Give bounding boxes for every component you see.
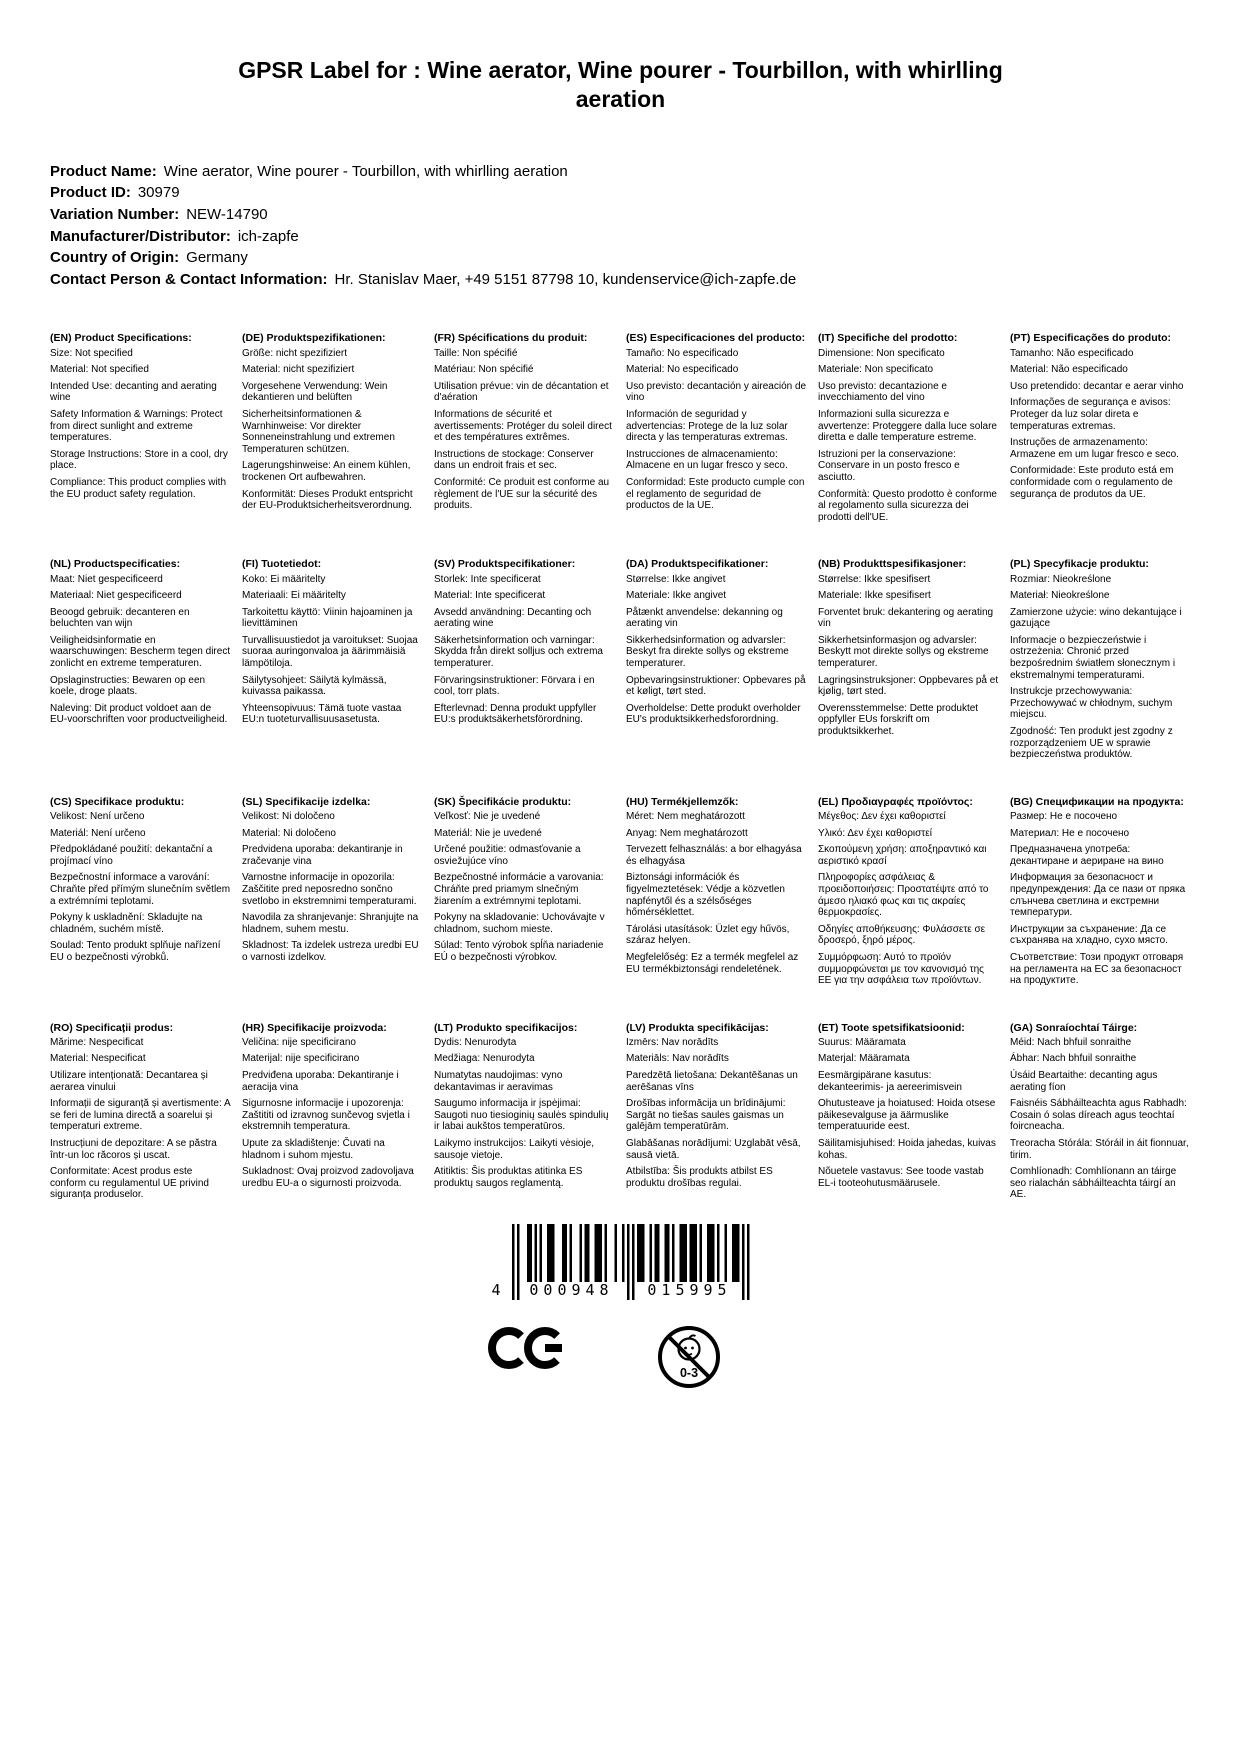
language-grid: [50, 332, 1191, 1206]
product-info-label: Product ID:: [50, 184, 131, 202]
spec-safety-line: Informații de siguranță și avertismente: A se feri de lumina directă a soarelui și temperaturi extreme.: [50, 1098, 231, 1133]
language-block: [818, 332, 999, 528]
spec-safety-line: Säkerhetsinformation och varningar: Skydda från direkt solljus och extrema temperaturer.: [434, 634, 603, 670]
spec-intended-use-line: Úsáid Beartaithe: decanting agus aerating fíon: [1010, 1070, 1158, 1093]
language-block: [434, 1022, 615, 1206]
language-block: [242, 558, 423, 765]
language-block-heading: (DE) Produktspezifikationen:: [242, 332, 386, 345]
spec-safety-line: Informations de sécurité et avertissements: Protéger du soleil direct et des températures extrêmes.: [434, 408, 612, 444]
spec-storage-line: Instrucciones de almacenamiento: Almacene en un lugar fresco y seco.: [626, 448, 788, 472]
spec-storage-line: Lagringsinstruksjoner: Oppbevares på et kjølig, tørt sted.: [818, 674, 999, 698]
barcode-lead-digit: 4: [491, 1281, 501, 1299]
product-info-line: [50, 204, 1191, 226]
product-info-line: [50, 269, 1191, 291]
spec-intended-use-line: Предназначена употреба: декантиране и аериране на вино: [1010, 844, 1164, 867]
spec-safety-line: Varnostne informacije in opozorila: Zaščitite pred neposredno sončno svetlobo in ekstremnimi temperaturami.: [242, 872, 417, 907]
spec-size-line: Størrelse: Ikke spesifisert: [818, 573, 931, 585]
spec-size-line: Koko: Ei määritelty: [242, 573, 326, 585]
spec-size-line: Velikost: Není určeno: [50, 810, 145, 822]
spec-storage-line: Opbevaringsinstruktioner: Opbevares på et køligt, tørt sted.: [626, 674, 806, 698]
language-block: [242, 796, 423, 992]
spec-size-line: Size: Not specified: [50, 347, 133, 359]
spec-compliance-line: Conformidad: Este producto cumple con el reglamento de seguridad de productos de la UE.: [626, 476, 805, 512]
spec-safety-line: Safety Information & Warnings: Protect from direct sunlight and extreme temperatures.: [50, 408, 223, 444]
spec-intended-use-line: Tervezett felhasználás: a bor elhagyása és elhagyása: [626, 844, 802, 867]
spec-storage-line: Opslaginstructies: Bewaren op een koele, droge plaats.: [50, 674, 206, 698]
language-block-heading: (IT) Specifiche del prodotto:: [818, 332, 958, 345]
spec-intended-use-line: Uso previsto: decantación y aireación de vino: [626, 380, 807, 404]
language-block-heading: (NB) Produkttspesifikasjoner:: [818, 558, 967, 571]
spec-safety-line: Ohutusteave ja hoiatused: Hoida otsese päikesevalguse ja äärmuslike temperatuuride eest.: [818, 1098, 996, 1133]
spec-material-line: Materiale: Ikke angivet: [626, 590, 727, 602]
language-block-heading: (GA) Sonraíochtaí Táirge:: [1010, 1021, 1138, 1034]
spec-storage-line: Instruções de armazenamento: Armazene em um lugar fresco e seco.: [1010, 437, 1179, 460]
spec-material-line: Material: No especificado: [626, 364, 739, 376]
spec-material-line: Materiał: Nieokreślone: [1010, 590, 1110, 602]
spec-safety-line: Информация за безопасност и предупреждения: Да се пази от пряка слънчева светлина и екстремни температури.: [1010, 872, 1186, 919]
spec-material-line: Material: Ni določeno: [242, 827, 336, 839]
spec-safety-line: Saugumo informacija ir įspėjimai: Saugoti nuo tiesioginių saulės spindulių ir labai aukštos temperatūros.: [434, 1098, 609, 1133]
spec-safety-line: Faisnéis Sábháilteachta agus Rabhadh: Cosain ó solas díreach agus teochtaí foircneacha.: [1010, 1098, 1187, 1133]
ce-mark-icon: [488, 1324, 564, 1372]
spec-storage-line: Laikymo instrukcijos: Laikyti vėsioje, sausoje vietoje.: [434, 1138, 595, 1161]
spec-storage-line: Инструкции за съхранение: Да се съхранява на хладно, сухо място.: [1010, 923, 1168, 947]
language-block-heading: (PL) Specyfikacje produktu:: [1010, 558, 1149, 571]
language-block-heading: (HU) Termékjellemzők:: [626, 795, 739, 808]
language-block: [626, 332, 807, 528]
spec-compliance-line: Conformitate: Acest produs este conform cu regulamentul UE privind siguranța produselor.: [50, 1166, 209, 1201]
spec-intended-use-line: Eesmärgipärane kasutus: dekanteerimis- ja aereerimisvein: [818, 1070, 962, 1093]
spec-material-line: Υλικό: Δεν έχει καθοριστεί: [818, 827, 932, 839]
spec-storage-line: Säilytysohjeet: Säilytä kylmässä, kuivassa paikassa.: [242, 674, 387, 698]
spec-size-line: Taille: Non spécifié: [434, 347, 518, 359]
spec-material-line: Materjal: Määramata: [818, 1053, 910, 1065]
spec-intended-use-line: Zamierzone użycie: wino dekantujące i gazujące: [1010, 606, 1182, 630]
spec-material-line: Ábhar: Nach bhfuil sonraithe: [1010, 1053, 1137, 1065]
spec-compliance-line: Efterlevnad: Denna produkt uppfyller EU:s produktsäkerhetsförordning.: [434, 702, 597, 726]
barcode-left-digits: 000948: [529, 1281, 614, 1299]
product-info-line: [50, 182, 1191, 204]
spec-size-line: Velikost: Ni določeno: [242, 810, 335, 822]
language-block: [1010, 796, 1191, 992]
language-block-heading: (PT) Especificações do produto:: [1010, 332, 1172, 345]
spec-intended-use-line: Uso previsto: decantazione e invecchiamento del vino: [818, 380, 947, 404]
spec-intended-use-line: Paredzētā lietošana: Dekantēšanas un aerēšanas vīns: [626, 1070, 798, 1093]
spec-storage-line: Pokyny k uskladnění: Skladujte na chladném, suchém místě.: [50, 912, 203, 935]
language-block: [626, 796, 807, 992]
spec-size-line: Størrelse: Ikke angivet: [626, 573, 726, 585]
spec-intended-use-line: Utilizare intenționată: Decantarea și aerarea vinului: [50, 1070, 208, 1093]
spec-compliance-line: Conformité: Ce produit est conforme au règlement de l'UE sur la sécurité des produits.: [434, 476, 610, 512]
language-block-heading: (CS) Specifikace produktu:: [50, 795, 185, 808]
spec-intended-use-line: Predviđena uporaba: Dekantiranje i aeracija vina: [242, 1070, 399, 1093]
spec-compliance-line: Overensstemmelse: Dette produktet oppfyller EUs forskrift om produktsikkerhet.: [818, 702, 979, 738]
product-info-label: Country of Origin:: [50, 249, 180, 267]
age-warning-0-3-icon: [656, 1324, 722, 1390]
spec-intended-use-line: Uso pretendido: decantar e aerar vinho: [1010, 380, 1184, 392]
language-block: [242, 332, 423, 528]
language-block: [626, 558, 807, 765]
spec-size-line: Tamaño: No especificado: [626, 347, 739, 359]
spec-material-line: Materiale: Non specificato: [818, 364, 934, 376]
spec-intended-use-line: Avsedd användning: Decanting och aerating wine: [434, 606, 592, 630]
language-block-heading: (DA) Produktspecifikationer:: [626, 558, 769, 571]
spec-compliance-line: Sukladnost: Ovaj proizvod zadovoljava uredbu EU-a o sigurnosti proizvoda.: [242, 1166, 414, 1189]
spec-compliance-line: Atbilstība: Šis produkts atbilst ES produktu drošības regulai.: [626, 1166, 773, 1189]
spec-material-line: Материал: Не е посочено: [1010, 827, 1130, 839]
spec-intended-use-line: Beoogd gebruik: decanteren en beluchten van wijn: [50, 606, 190, 630]
spec-compliance-line: Yhteensopivuus: Tämä tuote vastaa EU:n tuoteturvallisuusasetusta.: [242, 702, 402, 726]
spec-compliance-line: Συμμόρφωση: Αυτό το προϊόν συμμορφώνεται με τον κανονισμό της ΕΕ για την ασφάλεια των προϊόντων.: [818, 951, 984, 987]
spec-size-line: Rozmiar: Nieokreślone: [1010, 573, 1112, 585]
spec-size-line: Μέγεθος: Δεν έχει καθοριστεί: [818, 810, 946, 822]
spec-material-line: Anyag: Nem meghatározott: [626, 827, 748, 839]
spec-size-line: Maat: Niet gespecificeerd: [50, 573, 163, 585]
spec-safety-line: Sicherheitsinformationen & Warnhinweise: Vor direkter Sonneneinstrahlung und extremen Temperaturen schützen.: [242, 408, 395, 455]
spec-storage-line: Istruzioni per la conservazione: Conservare in un posto fresco e asciutto.: [818, 448, 960, 483]
spec-intended-use-line: Påtænkt anvendelse: dekanning og aerating vin: [626, 606, 783, 630]
product-info-value: Hr. Stanislav Maer, +49 5151 87798 10, kundenservice@ich-zapfe.de: [334, 270, 797, 288]
product-info-value: Wine aerator, Wine pourer - Tourbillon, with whirlling aeration: [163, 162, 568, 180]
spec-intended-use-line: Vorgesehene Verwendung: Wein dekantieren und belüften: [242, 380, 388, 404]
spec-size-line: Storlek: Inte specificerat: [434, 573, 541, 585]
language-block-heading: (NL) Productspecificaties:: [50, 558, 181, 571]
spec-safety-line: Informazioni sulla sicurezza e avvertenze: Proteggere dalla luce solare diretta e dalle temperature estreme.: [818, 408, 997, 444]
spec-compliance-line: Soulad: Tento produkt splňuje nařízení EU o bezpečnosti výrobků.: [50, 940, 221, 963]
product-info-value: Germany: [186, 249, 248, 267]
spec-storage-line: Upute za skladištenje: Čuvati na hladnom i suhom mjestu.: [242, 1138, 385, 1161]
spec-storage-line: Förvaringsinstruktioner: Förvara i en cool, torr plats.: [434, 674, 595, 698]
spec-storage-line: Storage Instructions: Store in a cool, dry place.: [50, 448, 228, 472]
spec-compliance-line: Naleving: Dit product voldoet aan de EU-voorschriften voor productveiligheid.: [50, 702, 228, 726]
spec-safety-line: Veiligheidsinformatie en waarschuwingen: Bescherm tegen direct zonlicht en extreme temperaturen.: [50, 634, 231, 670]
spec-compliance-line: Overholdelse: Dette produkt overholder EU's produktsikkerhedsforordning.: [626, 702, 801, 726]
spec-compliance-line: Conformidade: Este produto está em conformidade com o regulamento de segurança de produtos da UE.: [1010, 465, 1174, 500]
spec-material-line: Material: Not specified: [50, 364, 149, 376]
spec-storage-line: Instrukcje przechowywania: Przechowywać w chłodnym, suchym miejscu.: [1010, 686, 1173, 721]
product-info-line: [50, 226, 1191, 248]
spec-safety-line: Sikkerhetsinformasjon og advarsler: Beskytt mot direkte sollys og ekstreme temperaturer.: [818, 634, 989, 670]
spec-intended-use-line: Tarkoitettu käyttö: Viinin hajoaminen ja lievittäminen: [242, 606, 413, 630]
spec-safety-line: Drošības informācija un brīdinājumi: Sargāt no tiešas saules gaismas un galējām temperatūrām.: [626, 1098, 786, 1133]
language-block-heading: (SL) Specifikacije izdelka:: [242, 795, 371, 808]
product-info-value: ich-zapfe: [237, 227, 299, 245]
product-info-value: 30979: [137, 184, 180, 202]
spec-compliance-line: Atitiktis: Šis produktas atitinka ES produktų saugos reglamentą.: [434, 1166, 583, 1189]
spec-intended-use-line: Intended Use: decanting and aerating wine: [50, 380, 217, 404]
spec-size-line: Mărime: Nespecificat: [50, 1036, 144, 1048]
spec-intended-use-line: Forventet bruk: dekantering og aerating vin: [818, 606, 994, 630]
spec-compliance-line: Konformität: Dieses Produkt entspricht der EU-Produktsicherheitsverordnung.: [242, 488, 413, 512]
spec-safety-line: Información de seguridad y advertencias: Protege de la luz solar directa y las temperaturas extremas.: [626, 408, 788, 444]
spec-size-line: Tamanho: Não especificado: [1010, 347, 1134, 359]
spec-intended-use-line: Určené použitie: odmasťovanie a osviežujúce víno: [434, 844, 581, 867]
language-block: [50, 558, 231, 765]
spec-size-line: Méret: Nem meghatározott: [626, 810, 745, 822]
spec-material-line: Materiale: Ikke spesifisert: [818, 590, 931, 602]
spec-material-line: Matériau: Non spécifié: [434, 364, 534, 376]
age-warning-text: 0-3: [679, 1366, 698, 1380]
spec-size-line: Izmērs: Nav norādīts: [626, 1036, 719, 1048]
language-block-heading: (LV) Produkta specifikācijas:: [626, 1021, 769, 1034]
product-info-label: Contact Person & Contact Information:: [50, 270, 328, 288]
spec-intended-use-line: Předpokládané použití: dekantační a projímací víno: [50, 844, 213, 867]
spec-safety-line: Informações de segurança e avisos: Proteger da luz solar direta e temperaturas extremas.: [1010, 397, 1171, 432]
spec-safety-line: Bezpečnostní informace a varování: Chraňte před přímým slunečním světlem a extrémními teplotami.: [50, 872, 231, 907]
language-block-heading: (BG) Спецификации на продукта:: [1010, 795, 1184, 808]
language-block: [626, 1022, 807, 1206]
product-info-line: [50, 247, 1191, 269]
language-block: [1010, 332, 1191, 528]
spec-compliance-line: Skladnost: Ta izdelek ustreza uredbi EU o varnosti izdelkov.: [242, 940, 419, 963]
spec-material-line: Material: Inte specificerat: [434, 590, 546, 602]
spec-storage-line: Treoracha Stórála: Stóráil in áit fionnuar, tirim.: [1010, 1138, 1189, 1161]
spec-material-line: Materiál: Není určeno: [50, 827, 146, 839]
spec-size-line: Veľkosť: Nie je uvedené: [434, 810, 541, 822]
spec-storage-line: Pokyny na skladovanie: Uchovávajte v chladnom, suchom mieste.: [434, 912, 605, 935]
spec-storage-line: Instrucțiuni de depozitare: A se păstra într-un loc răcoros și uscat.: [50, 1138, 217, 1161]
language-block-heading: (ES) Especificaciones del producto:: [626, 332, 806, 345]
spec-compliance-line: Conformità: Questo prodotto è conforme al regolamento sulla sicurezza dei prodotti dell'UE.: [818, 488, 997, 523]
spec-material-line: Materiaali: Ei määritelty: [242, 590, 346, 602]
page-title: GPSR Label for : Wine aerator, Wine pourer - Tourbillon, with whirlling aeration: [238, 57, 1003, 113]
spec-compliance-line: Comhlíonadh: Comhlíonann an táirge seo rialachán sábháilteachta táirgí an AE.: [1010, 1166, 1177, 1201]
language-block-heading: (SK) Špecifikácie produktu:: [434, 795, 572, 808]
spec-safety-line: Πληροφορίες ασφάλειας & προειδοποιήσεις: Προστατέψτε από το άμεσο ηλιακό φως και τις ακραίες θερμοκρασίες.: [818, 872, 989, 919]
language-block: [50, 1022, 231, 1206]
spec-size-line: Dydis: Nenurodyta: [434, 1036, 517, 1048]
spec-material-line: Materijal: nije specificirano: [242, 1053, 360, 1065]
language-block: [1010, 1022, 1191, 1206]
spec-compliance-line: Съответствие: Този продукт отговаря на регламента на ЕС за безопасност на продуктите.: [1010, 951, 1184, 987]
spec-safety-line: Informacje o bezpieczeństwie i ostrzeżenia: Chronić przed bezpośrednim światłem słonecznym i ekstremalnymi temperaturami.: [1010, 634, 1176, 681]
spec-size-line: Размер: Не е посочено: [1010, 810, 1118, 822]
language-block-heading: (HR) Specifikacije proizvoda:: [242, 1021, 387, 1034]
spec-material-line: Material: Nespecificat: [50, 1053, 146, 1065]
language-block: [50, 796, 231, 992]
language-block: [434, 796, 615, 992]
spec-safety-line: Bezpečnostné informácie a varovania: Chráňte pred priamym slnečným žiarením a extrémnymi teplotami.: [434, 872, 604, 907]
language-block: [434, 558, 615, 765]
spec-intended-use-line: Predvidena uporaba: dekantiranje in zračevanje vina: [242, 844, 403, 867]
product-info-label: Manufacturer/Distributor:: [50, 227, 231, 245]
product-info-label: Variation Number:: [50, 206, 180, 224]
language-block: [434, 332, 615, 528]
language-block-heading: (RO) Specificații produs:: [50, 1021, 174, 1034]
language-block: [1010, 558, 1191, 765]
spec-storage-line: Navodila za shranjevanje: Shranjujte na hladnem, suhem mestu.: [242, 912, 419, 935]
product-info-label: Product Name:: [50, 162, 157, 180]
language-block-heading: (EN) Product Specifications:: [50, 332, 192, 345]
language-block: [50, 332, 231, 528]
language-block: [818, 1022, 999, 1206]
ean-barcode: [492, 1224, 750, 1320]
language-block-heading: (SV) Produktspecifikationer:: [434, 558, 576, 571]
language-block: [818, 796, 999, 992]
spec-size-line: Suurus: Määramata: [818, 1036, 906, 1048]
spec-size-line: Dimensione: Non specificato: [818, 347, 945, 359]
spec-safety-line: Biztonsági információk és figyelmeztetések: Védje a közvetlen napfénytől és a szélsőséges hőmérséklettet.: [626, 872, 785, 919]
language-block: [242, 1022, 423, 1206]
spec-storage-line: Lagerungshinweise: An einem kühlen, trockenen Ort aufbewahren.: [242, 460, 411, 483]
spec-intended-use-line: Σκοπούμενη χρήση: αποξηραντικό και αεριστικό κρασί: [818, 844, 987, 867]
spec-material-line: Medžiaga: Nenurodyta: [434, 1053, 535, 1065]
spec-storage-line: Instructions de stockage: Conserver dans un endroit frais et sec.: [434, 448, 594, 472]
spec-compliance-line: Súlad: Tento výrobok spĺňa nariadenie EÚ o bezpečnosti výrobkov.: [434, 940, 604, 963]
spec-material-line: Material: nicht spezifiziert: [242, 364, 355, 376]
language-block: [818, 558, 999, 765]
spec-intended-use-line: Numatytas naudojimas: vyno dekantavimas ir aeravimas: [434, 1070, 563, 1093]
spec-storage-line: Tárolási utasítások: Üzlet egy hűvös, száraz helyen.: [626, 923, 790, 947]
spec-compliance-line: Compliance: This product complies with the EU product safety regulation.: [50, 476, 227, 500]
label-footer: [50, 1224, 1191, 1390]
spec-size-line: Méid: Nach bhfuil sonraithe: [1010, 1036, 1132, 1048]
spec-size-line: Größe: nicht spezifiziert: [242, 347, 348, 359]
spec-material-line: Materiaal: Niet gespecificeerd: [50, 590, 182, 602]
spec-material-line: Materiál: Nie je uvedené: [434, 827, 542, 839]
product-info-line: [50, 161, 1191, 183]
barcode-right-digits: 015995: [647, 1281, 732, 1299]
spec-compliance-line: Nõuetele vastavus: See toode vastab EL-i tooteohutusmäärusele.: [818, 1166, 984, 1189]
spec-storage-line: Glabāšanas norādījumi: Uzglabāt vēsā, sausā vietā.: [626, 1138, 801, 1161]
product-info-value: NEW-14790: [186, 206, 268, 224]
spec-storage-line: Säilitamisjuhised: Hoida jahedas, kuivas kohas.: [818, 1138, 996, 1161]
spec-size-line: Veličina: nije specificirano: [242, 1036, 356, 1048]
spec-intended-use-line: Utilisation prévue: vin de décantation et d'aération: [434, 380, 609, 404]
language-block-heading: (FI) Tuotetiedot:: [242, 558, 322, 571]
spec-storage-line: Οδηγίες αποθήκευσης: Φυλάσσετε σε δροσερό, ξηρό μέρος.: [818, 923, 986, 947]
spec-material-line: Material: Não especificado: [1010, 364, 1128, 376]
language-block-heading: (LT) Produkto specifikacijos:: [434, 1021, 578, 1034]
language-block-heading: (FR) Spécifications du produit:: [434, 332, 588, 345]
spec-compliance-line: Megfelelőség: Ez a termék megfelel az EU termékbiztonsági rendeletének.: [626, 951, 799, 975]
spec-safety-line: Sigurnosne informacije i upozorenja: Zaštititi od izravnog sunčevog svjetla i ekstremnih temperatura.: [242, 1098, 410, 1133]
spec-safety-line: Sikkerhedsinformation og advarsler: Beskyt fra direkte sollys og ekstreme temperaturer.: [626, 634, 789, 670]
compliance-marks: [488, 1324, 722, 1390]
language-block-heading: (ET) Toote spetsifikatsioonid:: [818, 1021, 965, 1034]
spec-compliance-line: Zgodność: Ten produkt jest zgodny z rozporządzeniem UE w sprawie bezpieczeństwa produktów.: [1010, 726, 1173, 761]
spec-safety-line: Turvallisuustiedot ja varoitukset: Suojaa suoraa auringonvaloa ja äärimmäisiä lämpötiloja.: [242, 634, 418, 670]
language-block-heading: (EL) Προδιαγραφές προϊόντος:: [818, 795, 973, 808]
spec-material-line: Materiāls: Nav norādīts: [626, 1053, 729, 1065]
product-info-section: [50, 161, 1191, 291]
